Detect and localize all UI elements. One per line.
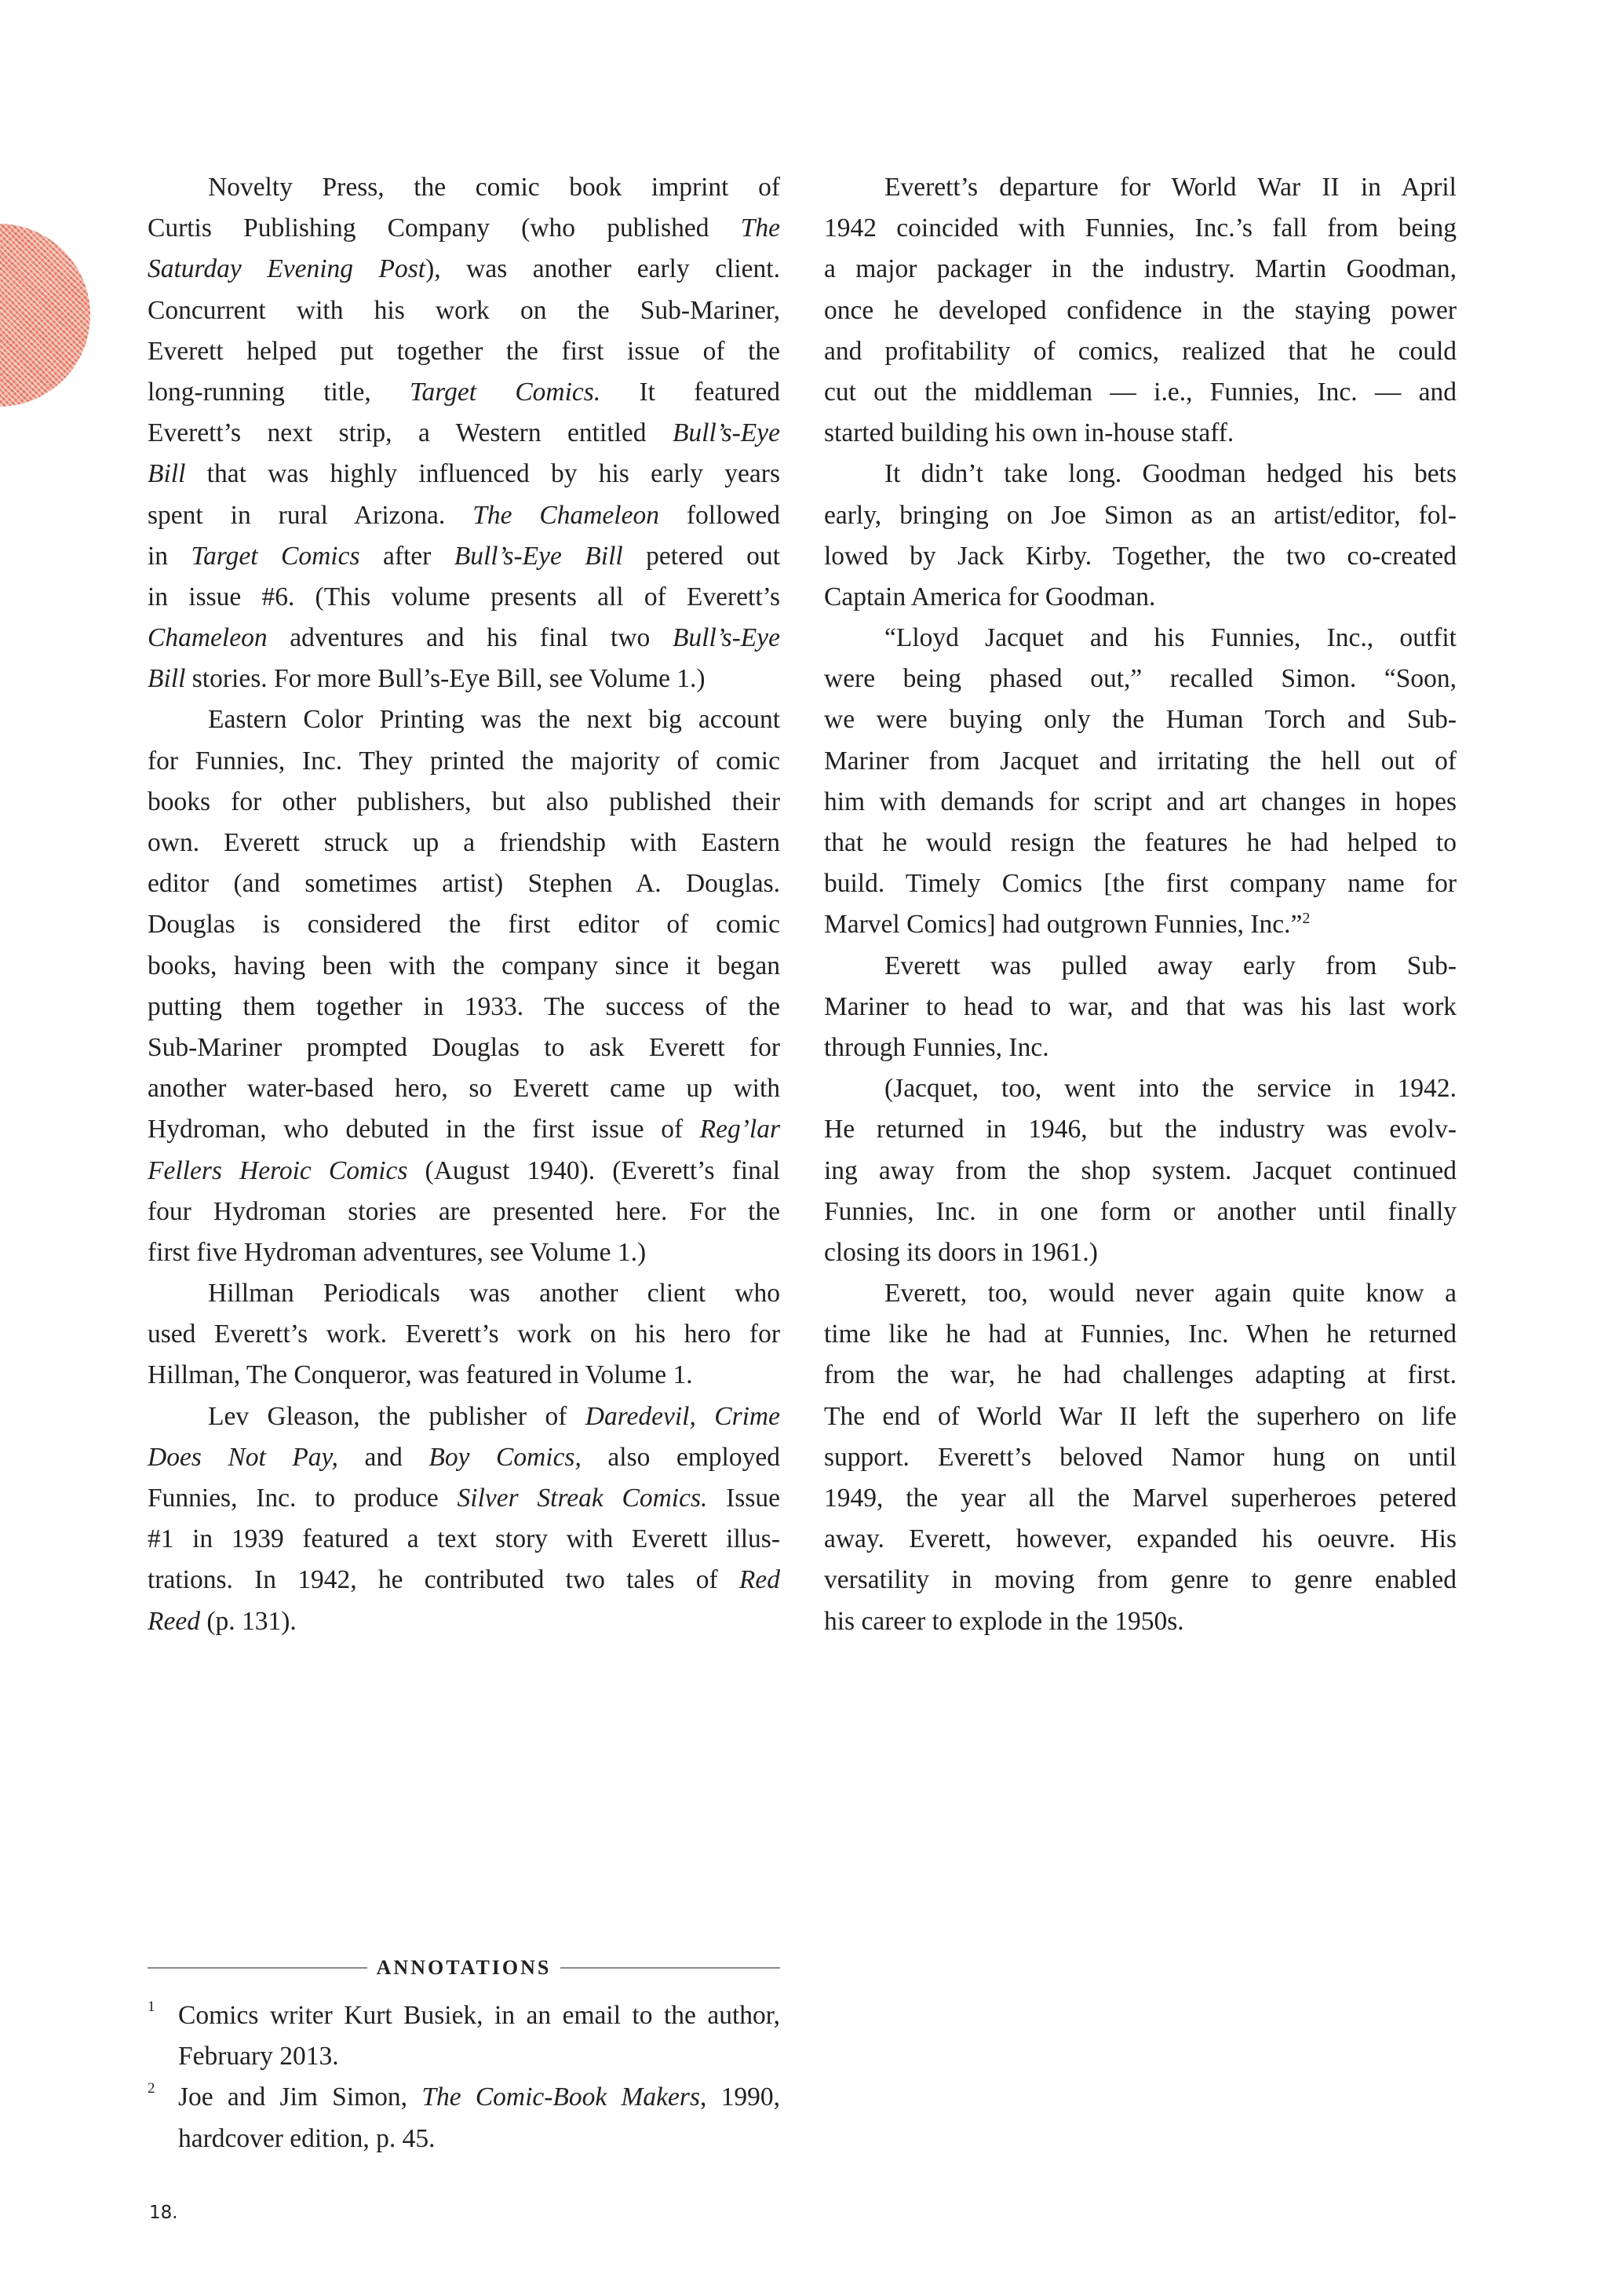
text-line: The end of World War II left the superhero on life — [824, 1401, 1457, 1431]
text-line: long-running title, Target Comics. It featured — [148, 377, 780, 407]
text-line: spent in rural Arizona. The Chameleon followed — [148, 500, 780, 530]
footnote-2 — [148, 2077, 780, 2159]
left-text-column — [148, 167, 780, 1642]
text-line: He returned in 1946, but the industry was evolv- — [824, 1115, 1457, 1144]
text-line: “Lloyd Jacquet and his Funnies, Inc., outfit — [884, 623, 1457, 653]
text-line: ing away from the shop system. Jacquet continued — [824, 1155, 1457, 1185]
text-line: lowed by Jack Kirby. Together, the two co-created — [824, 541, 1457, 571]
text-line: we were buying only the Human Torch and Sub- — [824, 705, 1457, 735]
text-line: Everett’s next strip, a Western entitled Bull’s-Eye — [148, 418, 780, 448]
text-line: first five Hydroman adventures, see Volume 1.) — [148, 1237, 647, 1267]
text-line: Bill that was highly influenced by his early years — [148, 459, 780, 489]
text-line: Fellers Heroic Comics (August 1940). (Everett’s final — [148, 1155, 780, 1185]
text-line: Captain America for Goodman. — [824, 582, 1156, 611]
text-line: that he would resign the features he had helped to — [824, 828, 1457, 857]
text-line: Hydroman, who debuted in the first issue of Reg’lar — [148, 1115, 780, 1144]
footnote-1 — [148, 1995, 780, 2077]
footnote-number: 2 — [148, 2080, 155, 2097]
text-line: early, bringing on Joe Simon as an artist/editor, fol- — [824, 500, 1457, 530]
text-line: his career to explode in the 1950s. — [824, 1606, 1184, 1636]
text-line: editor (and sometimes artist) Stephen A. Douglas. — [148, 869, 780, 899]
text-line: Funnies, Inc. to produce Silver Streak Comics. Issue — [148, 1484, 780, 1513]
header-rule-right — [560, 1967, 780, 1969]
text-line: books, having been with the company since it began — [148, 951, 780, 980]
text-line: #1 in 1939 featured a text story with Everett illus- — [148, 1524, 780, 1554]
page-number: 18. — [149, 2203, 178, 2223]
text-line: Everett helped put together the first issue of the — [148, 336, 780, 366]
annotations-title: ANNOTATIONS — [376, 1956, 552, 1979]
text-line: Everett’s departure for World War II in April — [884, 173, 1457, 202]
text-line: Reed (p. 131). — [148, 1606, 297, 1636]
text-line: Saturday Evening Post), was another early client. — [148, 254, 780, 284]
text-line: Curtis Publishing Company (who published The — [148, 214, 780, 243]
text-line: used Everett’s work. Everett’s work on his hero for — [148, 1320, 780, 1349]
text-line: Funnies, Inc. in one form or another until finally — [824, 1196, 1457, 1226]
text-line: Marvel Comics] had outgrown Funnies, Inc.”$^2$ — [824, 910, 1311, 940]
text-line: Mariner from Jacquet and irritating the hell out of — [824, 746, 1457, 776]
text-line: from the war, he had challenges adapting at first. — [824, 1360, 1457, 1390]
text-line: Bill stories. For more Bull’s-Eye Bill, see Volume 1.) — [148, 664, 706, 694]
text-line: support. Everett’s beloved Namor hung on until — [824, 1442, 1457, 1472]
text-line: Hillman, The Conqueror, was featured in Volume 1. — [148, 1360, 693, 1390]
footnote-line: Joe and Jim Simon, The Comic-Book Makers, 1990, — [178, 2082, 781, 2112]
text-line: Does Not Pay, and Boy Comics, also employed — [148, 1442, 780, 1472]
text-line: (Jacquet, too, went into the service in 1942. — [884, 1074, 1457, 1104]
text-line: started building his own in-house staff. — [824, 418, 1234, 448]
text-line: Douglas is considered the first editor of comic — [148, 910, 780, 940]
text-line: were being phased out,” recalled Simon. “Soon, — [824, 664, 1457, 694]
text-line: own. Everett struck up a friendship with Eastern — [148, 828, 780, 857]
text-line: Lev Gleason, the publisher of Daredevil, Crime — [208, 1401, 780, 1431]
text-line: cut out the middleman — i.e., Funnies, Inc. — and — [824, 377, 1457, 407]
text-line: a major packager in the industry. Martin Goodman, — [824, 254, 1457, 284]
text-line: putting them together in 1933. The success of the — [148, 991, 780, 1021]
text-line: four Hydroman stories are presented here. For the — [148, 1196, 780, 1226]
footnote-number: 1 — [148, 1999, 155, 2015]
text-line: for Funnies, Inc. They printed the majority of comic — [148, 746, 780, 776]
text-line: closing its doors in 1961.) — [824, 1237, 1098, 1267]
text-line: another water-based hero, so Everett came up with — [148, 1074, 780, 1104]
footnote-list — [148, 1995, 780, 2159]
annotations-section — [148, 1954, 780, 2159]
text-line: 1942 coincided with Funnies, Inc.’s fall from being — [824, 214, 1457, 243]
text-line: Novelty Press, the comic book imprint of — [208, 173, 780, 202]
text-line: Hillman Periodicals was another client who — [208, 1279, 780, 1309]
annotations-header — [148, 1954, 780, 1982]
right-text-column — [824, 167, 1457, 1642]
text-line: Everett, too, would never again quite know a — [884, 1279, 1457, 1309]
text-line: in Target Comics after Bull’s-Eye Bill petered out — [148, 541, 780, 571]
text-line: Concurrent with his work on the Sub-Mariner, — [148, 295, 780, 325]
text-line: through Funnies, Inc. — [824, 1032, 1049, 1062]
text-line: trations. In 1942, he contributed two tales of Red — [148, 1565, 780, 1595]
footnote-line: February 2013. — [178, 2042, 339, 2072]
text-line: in issue #6. (This volume presents all of Everett’s — [148, 582, 780, 611]
text-line: build. Timely Comics [the first company name for — [824, 869, 1457, 899]
text-line: Eastern Color Printing was the next big account — [208, 705, 780, 735]
text-line: once he developed confidence in the staying power — [824, 295, 1457, 325]
text-line: Everett was pulled away early from Sub- — [884, 951, 1457, 980]
text-line: away. Everett, however, expanded his oeuvre. His — [824, 1524, 1457, 1554]
header-rule-left — [148, 1967, 367, 1969]
text-line: Chameleon adventures and his final two Bull’s-Eye — [148, 623, 780, 653]
halftone-circle-decoration — [0, 224, 90, 407]
text-line: time like he had at Funnies, Inc. When he returned — [824, 1320, 1457, 1349]
text-line: him with demands for script and art changes in hopes — [824, 787, 1457, 816]
text-line: Sub-Mariner prompted Douglas to ask Everett for — [148, 1032, 780, 1062]
text-line: 1949, the year all the Marvel superheroes petered — [824, 1484, 1457, 1513]
text-line: books for other publishers, but also published their — [148, 787, 780, 816]
footnote-line: hardcover edition, p. 45. — [178, 2123, 436, 2153]
footnote-line: Comics writer Kurt Busiek, in an email to the author, — [178, 2001, 780, 2030]
text-line: and profitability of comics, realized that he could — [824, 336, 1457, 366]
text-line: Mariner to head to war, and that was his last work — [824, 991, 1457, 1021]
text-line: versatility in moving from genre to genre enabled — [824, 1565, 1457, 1595]
text-line: It didn’t take long. Goodman hedged his bets — [884, 459, 1457, 489]
